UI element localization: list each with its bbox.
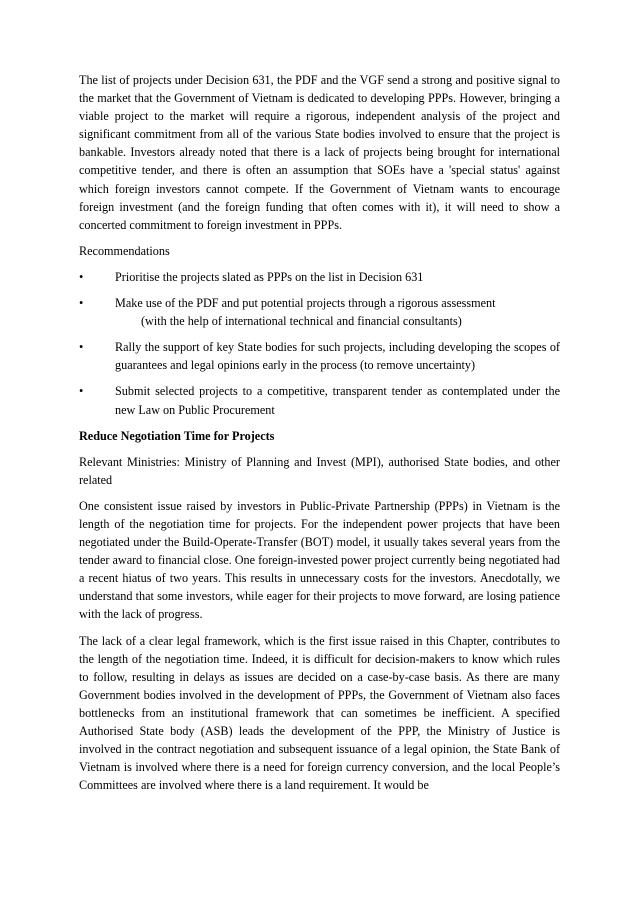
- legal-framework-paragraph: The lack of a clear legal framework, which is the first issue raised in this Chapter, contributes to the length of the negotiation time. Indeed, it is difficult for decision-makers to know which rules to follow, resulting in delays as issues are decided on a case-by-case basis. As there are many Government bodies involved in the development of PPPs, the Government of Vietnam also faces bottlenecks from an institutional framework that can sometimes be inefficient. A specified Authorised State body (ASB) leads the development of the PPP, the Ministry of Justice is involved in the contract negotiation and subsequent issuance of a legal opinion, the State Bank of Vietnam is involved where there is a need for foreign currency conversion, and the local People’s Committees are involved where there is a land requirement. It would be: [79, 633, 560, 793]
- document-page: [79, 71, 560, 802]
- bullet-icon: •: [79, 296, 84, 311]
- bullet-icon: •: [79, 384, 84, 399]
- recommendation-item-1: [79, 268, 560, 286]
- bullet-icon: •: [79, 269, 84, 284]
- recommendation-continuation: (with the help of international technical and financial consultants): [141, 314, 462, 329]
- recommendation-item-3: [79, 338, 560, 374]
- bullet-icon: •: [79, 340, 84, 355]
- recommendations-list: [79, 268, 560, 419]
- recommendations-label: Recommendations: [79, 243, 170, 258]
- recommendation-text: Make use of the PDF and put potential projects through a rigorous assessment: [115, 296, 496, 311]
- intro-paragraph: The list of projects under Decision 631, the PDF and the VGF send a strong and positive signal to the market that the Government of Vietnam is dedicated to developing PPPs. However, bringing a viable project to the market will require a rigorous, independent analysis of the project and significant commitment from all of the various State bodies involved to ensure that the project is bankable. Investors already noted that there is a lack of projects being brought for international competitive tender, and there is often an assumption that SOEs have a 'special status' against which foreign investors cannot compete. If the Government of Vietnam wants to encourage foreign investment (and the foreign funding that often comes with it), it will need to show a concerted commitment to foreign investment in PPPs.: [79, 73, 560, 232]
- recommendation-text: Prioritise the projects slated as PPPs on the list in Decision 631: [115, 269, 424, 284]
- section-heading: Reduce Negotiation Time for Projects: [79, 428, 275, 443]
- negotiation-paragraph: One consistent issue raised by investors in Public-Private Partnership (PPPs) in Vietnam is the length of the negotiation time for projects. For the independent power projects that have been negotiated under the Build-Operate-Transfer (BOT) model, it usually takes several years from the tender award to financial close. One foreign-invested power project currently being negotiated had a recent hiatus of two years. This results in unnecessary costs for the investors. Anecdotally, we understand that some investors, while eager for their projects to move forward, are losing patience with the lack of progress.: [79, 498, 560, 622]
- recommendation-text: Submit selected projects to a competitive, transparent tender as contemplated under the new Law on Public Procurement: [115, 384, 560, 417]
- relevant-ministries: Relevant Ministries: Ministry of Planning and Invest (MPI), authorised State bodies, and other related: [79, 454, 560, 487]
- recommendation-text: Rally the support of key State bodies for such projects, including developing the scopes of guarantees and legal opinions early in the process (to remove uncertainty): [115, 340, 560, 373]
- recommendation-item-4: [79, 382, 560, 418]
- recommendation-item-2: [79, 294, 560, 330]
